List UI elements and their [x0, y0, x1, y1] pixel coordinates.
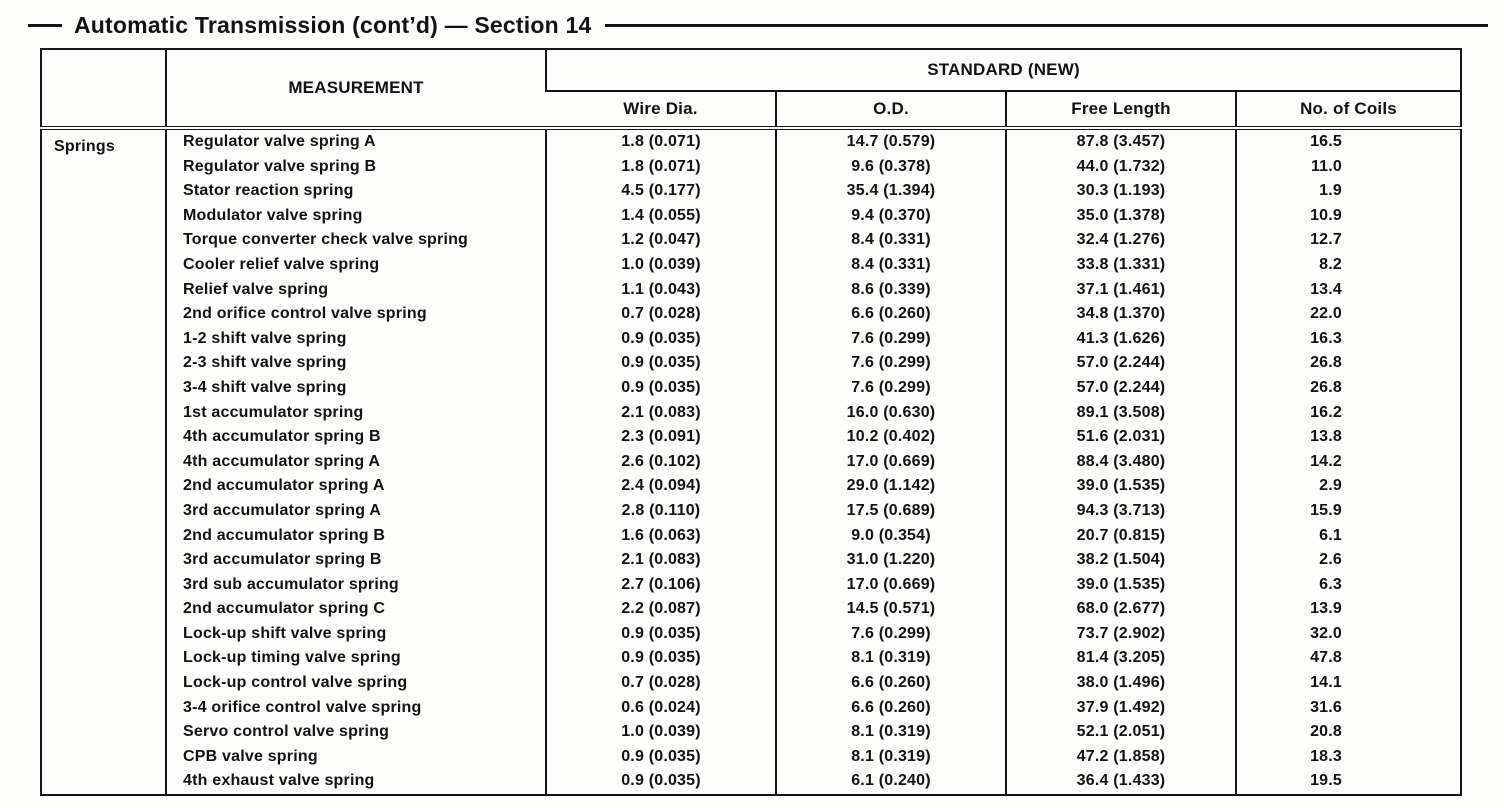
- no-of-coils-cell: 31.6: [1236, 696, 1461, 721]
- group-column-header: [41, 49, 166, 128]
- wire-dia-cell: 0.9 (0.035): [546, 745, 776, 770]
- wire-dia-cell: 1.0 (0.039): [546, 720, 776, 745]
- od-cell: 9.4 (0.370): [776, 204, 1006, 229]
- wire-dia-cell: 0.9 (0.035): [546, 769, 776, 795]
- measurement-cell: 1st accumulator spring: [166, 401, 546, 426]
- no-of-coils-cell: 26.8: [1236, 351, 1461, 376]
- wire-dia-cell: 2.7 (0.106): [546, 573, 776, 598]
- od-cell: 14.5 (0.571): [776, 597, 1006, 622]
- wire-dia-cell: 0.9 (0.035): [546, 622, 776, 647]
- measurement-cell: 3rd accumulator spring A: [166, 499, 546, 524]
- no-of-coils-cell: 15.9: [1236, 499, 1461, 524]
- free-length-cell: 52.1 (2.051): [1006, 720, 1236, 745]
- free-length-cell: 30.3 (1.193): [1006, 179, 1236, 204]
- measurement-cell: Regulator valve spring B: [166, 155, 546, 180]
- no-of-coils-cell: 2.9: [1236, 474, 1461, 499]
- title-rule: [605, 24, 1488, 27]
- table-row: [41, 597, 1461, 622]
- measurement-cell: Cooler relief valve spring: [166, 253, 546, 278]
- no-of-coils-cell: 19.5: [1236, 769, 1461, 795]
- free-length-cell: 41.3 (1.626): [1006, 327, 1236, 352]
- od-cell: 17.0 (0.669): [776, 450, 1006, 475]
- no-of-coils-cell: 14.2: [1236, 450, 1461, 475]
- table-body: [41, 128, 1461, 795]
- no-of-coils-cell: 2.6: [1236, 548, 1461, 573]
- measurement-cell: Lock-up control valve spring: [166, 671, 546, 696]
- wire-dia-cell: 0.6 (0.024): [546, 696, 776, 721]
- wire-dia-header: Wire Dia.: [546, 91, 776, 128]
- measurement-cell: Modulator valve spring: [166, 204, 546, 229]
- od-cell: 9.0 (0.354): [776, 524, 1006, 549]
- no-of-coils-cell: 18.3: [1236, 745, 1461, 770]
- free-length-cell: 37.1 (1.461): [1006, 278, 1236, 303]
- free-length-cell: 51.6 (2.031): [1006, 425, 1236, 450]
- no-of-coils-cell: 1.9: [1236, 179, 1461, 204]
- table-row: [41, 253, 1461, 278]
- wire-dia-cell: 1.6 (0.063): [546, 524, 776, 549]
- wire-dia-cell: 1.4 (0.055): [546, 204, 776, 229]
- free-length-cell: 37.9 (1.492): [1006, 696, 1236, 721]
- measurement-cell: 2-3 shift valve spring: [166, 351, 546, 376]
- free-length-cell: 47.2 (1.858): [1006, 745, 1236, 770]
- table-row: [41, 622, 1461, 647]
- measurement-cell: Relief valve spring: [166, 278, 546, 303]
- od-cell: 8.1 (0.319): [776, 720, 1006, 745]
- free-length-cell: 38.2 (1.504): [1006, 548, 1236, 573]
- od-header: O.D.: [776, 91, 1006, 128]
- standard-new-header: STANDARD (NEW): [546, 49, 1461, 91]
- od-cell: 6.6 (0.260): [776, 696, 1006, 721]
- free-length-cell: 39.0 (1.535): [1006, 573, 1236, 598]
- wire-dia-cell: 2.6 (0.102): [546, 450, 776, 475]
- table-row: [41, 228, 1461, 253]
- no-of-coils-cell: 16.5: [1236, 128, 1461, 155]
- no-of-coils-cell: 22.0: [1236, 302, 1461, 327]
- od-cell: 6.6 (0.260): [776, 671, 1006, 696]
- free-length-cell: 73.7 (2.902): [1006, 622, 1236, 647]
- measurement-cell: 3-4 orifice control valve spring: [166, 696, 546, 721]
- od-cell: 10.2 (0.402): [776, 425, 1006, 450]
- od-cell: 29.0 (1.142): [776, 474, 1006, 499]
- measurement-cell: Torque converter check valve spring: [166, 228, 546, 253]
- no-of-coils-cell: 6.1: [1236, 524, 1461, 549]
- measurement-cell: 4th exhaust valve spring: [166, 769, 546, 795]
- measurement-cell: CPB valve spring: [166, 745, 546, 770]
- od-cell: 16.0 (0.630): [776, 401, 1006, 426]
- measurement-cell: 4th accumulator spring B: [166, 425, 546, 450]
- no-of-coils-cell: 16.3: [1236, 327, 1461, 352]
- od-cell: 17.5 (0.689): [776, 499, 1006, 524]
- measurement-cell: 3rd sub accumulator spring: [166, 573, 546, 598]
- wire-dia-cell: 0.9 (0.035): [546, 646, 776, 671]
- wire-dia-cell: 2.1 (0.083): [546, 548, 776, 573]
- table-row: [41, 376, 1461, 401]
- wire-dia-cell: 2.8 (0.110): [546, 499, 776, 524]
- table-row: [41, 499, 1461, 524]
- measurement-cell: 4th accumulator spring A: [166, 450, 546, 475]
- table-row: [41, 278, 1461, 303]
- table-row: [41, 769, 1461, 795]
- table-row: [41, 204, 1461, 229]
- no-of-coils-cell: 13.9: [1236, 597, 1461, 622]
- free-length-cell: 89.1 (3.508): [1006, 401, 1236, 426]
- free-length-cell: 68.0 (2.677): [1006, 597, 1236, 622]
- free-length-header: Free Length: [1006, 91, 1236, 128]
- wire-dia-cell: 2.3 (0.091): [546, 425, 776, 450]
- measurement-cell: Stator reaction spring: [166, 179, 546, 204]
- od-cell: 7.6 (0.299): [776, 376, 1006, 401]
- wire-dia-cell: 0.9 (0.035): [546, 351, 776, 376]
- measurement-cell: 2nd orifice control valve spring: [166, 302, 546, 327]
- free-length-cell: 34.8 (1.370): [1006, 302, 1236, 327]
- free-length-cell: 87.8 (3.457): [1006, 128, 1236, 155]
- measurement-cell: 2nd accumulator spring B: [166, 524, 546, 549]
- no-of-coils-cell: 8.2: [1236, 253, 1461, 278]
- measurement-cell: 1-2 shift valve spring: [166, 327, 546, 352]
- title-left-dash: [28, 24, 62, 27]
- od-cell: 7.6 (0.299): [776, 622, 1006, 647]
- no-of-coils-cell: 20.8: [1236, 720, 1461, 745]
- od-cell: 8.1 (0.319): [776, 745, 1006, 770]
- table-row: [41, 302, 1461, 327]
- table-row: [41, 351, 1461, 376]
- spring-spec-table: [40, 48, 1462, 796]
- group-label: Springs: [54, 138, 115, 155]
- wire-dia-cell: 1.1 (0.043): [546, 278, 776, 303]
- wire-dia-cell: 0.9 (0.035): [546, 376, 776, 401]
- no-of-coils-cell: 6.3: [1236, 573, 1461, 598]
- od-cell: 8.6 (0.339): [776, 278, 1006, 303]
- table-row: [41, 450, 1461, 475]
- table-row: [41, 548, 1461, 573]
- free-length-cell: 57.0 (2.244): [1006, 376, 1236, 401]
- od-cell: 9.6 (0.378): [776, 155, 1006, 180]
- free-length-cell: 81.4 (3.205): [1006, 646, 1236, 671]
- free-length-cell: 33.8 (1.331): [1006, 253, 1236, 278]
- od-cell: 35.4 (1.394): [776, 179, 1006, 204]
- free-length-cell: 20.7 (0.815): [1006, 524, 1236, 549]
- no-of-coils-cell: 26.8: [1236, 376, 1461, 401]
- no-of-coils-cell: 16.2: [1236, 401, 1461, 426]
- no-of-coils-cell: 47.8: [1236, 646, 1461, 671]
- free-length-cell: 57.0 (2.244): [1006, 351, 1236, 376]
- table-row: [41, 671, 1461, 696]
- table-row: [41, 425, 1461, 450]
- wire-dia-cell: 1.0 (0.039): [546, 253, 776, 278]
- measurement-header: MEASUREMENT: [166, 49, 546, 128]
- table-row: [41, 128, 1461, 155]
- od-cell: 8.4 (0.331): [776, 228, 1006, 253]
- no-of-coils-cell: 10.9: [1236, 204, 1461, 229]
- od-cell: 6.1 (0.240): [776, 769, 1006, 795]
- table-row: [41, 745, 1461, 770]
- wire-dia-cell: 0.7 (0.028): [546, 671, 776, 696]
- od-cell: 6.6 (0.260): [776, 302, 1006, 327]
- measurement-cell: Regulator valve spring A: [166, 128, 546, 155]
- wire-dia-cell: 1.2 (0.047): [546, 228, 776, 253]
- od-cell: 7.6 (0.299): [776, 327, 1006, 352]
- page-title: Automatic Transmission (cont’d) — Section 14: [74, 11, 592, 38]
- no-of-coils-cell: 12.7: [1236, 228, 1461, 253]
- wire-dia-cell: 1.8 (0.071): [546, 128, 776, 155]
- measurement-cell: Servo control valve spring: [166, 720, 546, 745]
- no-of-coils-cell: 14.1: [1236, 671, 1461, 696]
- wire-dia-cell: 2.1 (0.083): [546, 401, 776, 426]
- wire-dia-cell: 0.9 (0.035): [546, 327, 776, 352]
- table-row: [41, 155, 1461, 180]
- od-cell: 8.1 (0.319): [776, 646, 1006, 671]
- measurement-cell: 3rd accumulator spring B: [166, 548, 546, 573]
- table-row: [41, 327, 1461, 352]
- measurement-cell: 3-4 shift valve spring: [166, 376, 546, 401]
- od-cell: 14.7 (0.579): [776, 128, 1006, 155]
- no-of-coils-cell: 32.0: [1236, 622, 1461, 647]
- free-length-cell: 36.4 (1.433): [1006, 769, 1236, 795]
- table-row: [41, 696, 1461, 721]
- table-row: [41, 474, 1461, 499]
- no-of-coils-cell: 13.8: [1236, 425, 1461, 450]
- table-row: [41, 524, 1461, 549]
- measurement-cell: Lock-up timing valve spring: [166, 646, 546, 671]
- free-length-cell: 38.0 (1.496): [1006, 671, 1236, 696]
- free-length-cell: 35.0 (1.378): [1006, 204, 1236, 229]
- free-length-cell: 39.0 (1.535): [1006, 474, 1236, 499]
- free-length-cell: 32.4 (1.276): [1006, 228, 1236, 253]
- page-header: [28, 8, 1488, 42]
- wire-dia-cell: 1.8 (0.071): [546, 155, 776, 180]
- measurement-cell: 2nd accumulator spring A: [166, 474, 546, 499]
- od-cell: 31.0 (1.220): [776, 548, 1006, 573]
- measurement-cell: Lock-up shift valve spring: [166, 622, 546, 647]
- wire-dia-cell: 4.5 (0.177): [546, 179, 776, 204]
- no-of-coils-cell: 13.4: [1236, 278, 1461, 303]
- od-cell: 7.6 (0.299): [776, 351, 1006, 376]
- free-length-cell: 94.3 (3.713): [1006, 499, 1236, 524]
- no-of-coils-header: No. of Coils: [1236, 91, 1461, 128]
- table-row: [41, 646, 1461, 671]
- wire-dia-cell: 2.4 (0.094): [546, 474, 776, 499]
- table-row: [41, 179, 1461, 204]
- wire-dia-cell: 0.7 (0.028): [546, 302, 776, 327]
- table-row: [41, 401, 1461, 426]
- table-row: [41, 720, 1461, 745]
- free-length-cell: 44.0 (1.732): [1006, 155, 1236, 180]
- table-row: [41, 573, 1461, 598]
- table-header: [41, 49, 1461, 128]
- od-cell: 8.4 (0.331): [776, 253, 1006, 278]
- wire-dia-cell: 2.2 (0.087): [546, 597, 776, 622]
- free-length-cell: 88.4 (3.480): [1006, 450, 1236, 475]
- no-of-coils-cell: 11.0: [1236, 155, 1461, 180]
- od-cell: 17.0 (0.669): [776, 573, 1006, 598]
- measurement-cell: 2nd accumulator spring C: [166, 597, 546, 622]
